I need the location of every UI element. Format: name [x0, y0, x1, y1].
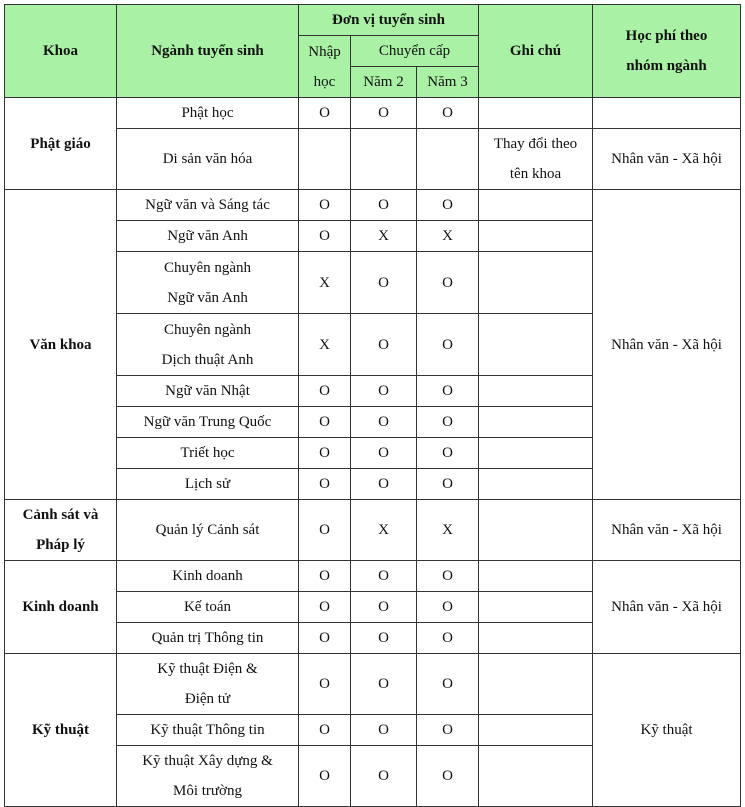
admissions-table	[4, 4, 741, 807]
nam3-cell: O	[417, 438, 479, 469]
nam3-cell: O	[417, 746, 479, 807]
ghi-chu-cell	[479, 623, 593, 654]
nam3-cell: O	[417, 592, 479, 623]
nam3-cell: O	[417, 715, 479, 746]
header-nhap-hoc-line2: học	[313, 73, 336, 90]
ghi-chu-cell	[479, 654, 593, 715]
nam2-cell: O	[351, 314, 417, 376]
nam2-cell: O	[351, 715, 417, 746]
khoa-line1: Cảnh sát và	[22, 507, 99, 523]
ghi-chu-cell	[479, 252, 593, 314]
nganh-line2: Điện tử	[184, 691, 231, 707]
nam2-cell: O	[351, 438, 417, 469]
nganh-cell: Kinh doanh	[117, 561, 299, 592]
nganh-cell: Lịch sử	[117, 469, 299, 500]
nganh-line1: Kỹ thuật Điện &	[157, 661, 258, 677]
nhap-cell: O	[299, 407, 351, 438]
nganh-cell: Kỹ thuật Thông tin	[117, 715, 299, 746]
nhap-cell	[299, 129, 351, 190]
nam3-cell: O	[417, 190, 479, 221]
table-row	[5, 98, 741, 129]
nam3-cell: O	[417, 98, 479, 129]
nganh-cell: Di sản văn hóa	[117, 129, 299, 190]
nganh-line2: Dịch thuật Anh	[161, 351, 254, 368]
nam2-cell: X	[351, 221, 417, 252]
khoa-cell: Kỹ thuật	[5, 654, 117, 807]
nam3-cell: O	[417, 314, 479, 376]
nhap-cell: O	[299, 438, 351, 469]
header-nganh: Ngành tuyển sinh	[117, 5, 299, 98]
nam2-cell: O	[351, 98, 417, 129]
ghi-chu-cell	[479, 376, 593, 407]
ghi-chu-cell	[479, 746, 593, 807]
nam2-cell: O	[351, 561, 417, 592]
nhap-cell: O	[299, 592, 351, 623]
header-khoa: Khoa	[5, 5, 117, 98]
khoa-cell: Văn khoa	[5, 190, 117, 500]
nam3-cell: O	[417, 376, 479, 407]
nhap-cell: X	[299, 314, 351, 376]
nganh-cell: Ngữ văn Nhật	[117, 376, 299, 407]
header-hoc-phi	[593, 5, 741, 98]
ghi-chu-cell	[479, 500, 593, 561]
nganh-cell: Triết học	[117, 438, 299, 469]
nam2-cell: O	[351, 623, 417, 654]
khoa-line2: Pháp lý	[36, 537, 85, 553]
nam3-cell: O	[417, 654, 479, 715]
ghi-chu-cell	[479, 561, 593, 592]
nhap-cell: O	[299, 98, 351, 129]
ghi-chu-cell	[479, 715, 593, 746]
nam2-cell: O	[351, 654, 417, 715]
header-hoc-phi-line2: nhóm ngành	[626, 58, 707, 74]
nhap-cell: O	[299, 715, 351, 746]
nganh-cell: Ngữ văn và Sáng tác	[117, 190, 299, 221]
nam3-cell: O	[417, 252, 479, 314]
header-nhap-hoc-line1: Nhập	[308, 43, 341, 60]
nhap-cell: O	[299, 469, 351, 500]
header-chuyen-cap: Chuyển cấp	[351, 36, 479, 67]
nganh-cell: Ngữ văn Trung Quốc	[117, 407, 299, 438]
ghi-chu-cell	[479, 314, 593, 376]
nganh-line2: Môi trường	[173, 783, 242, 799]
nganh-cell: Phật học	[117, 98, 299, 129]
ghi-chu-cell	[479, 469, 593, 500]
khoa-cell	[5, 500, 117, 561]
nam2-cell: O	[351, 592, 417, 623]
table-row	[5, 190, 741, 221]
nganh-line1: Kỹ thuật Xây dựng &	[142, 753, 273, 769]
hoc-phi-cell: Nhân văn - Xã hội	[593, 500, 741, 561]
nganh-line1: Chuyên ngành	[163, 321, 252, 338]
nganh-cell: Quản trị Thông tin	[117, 623, 299, 654]
nganh-cell: Kế toán	[117, 592, 299, 623]
nam2-cell: O	[351, 407, 417, 438]
nhap-cell: O	[299, 221, 351, 252]
nam2-cell	[351, 129, 417, 190]
nam3-cell: O	[417, 407, 479, 438]
nam2-cell: O	[351, 469, 417, 500]
nhap-cell: O	[299, 500, 351, 561]
nganh-line2: Ngữ văn Anh	[167, 289, 248, 306]
nganh-cell	[117, 746, 299, 807]
ghi-chu-cell	[479, 98, 593, 129]
nganh-cell	[117, 654, 299, 715]
header-don-vi: Đơn vị tuyển sinh	[299, 5, 479, 36]
nam3-cell: O	[417, 561, 479, 592]
header-nam2: Năm 2	[351, 67, 417, 98]
table-row	[5, 654, 741, 715]
table-row	[5, 561, 741, 592]
nam3-cell: X	[417, 500, 479, 561]
nam3-cell: X	[417, 221, 479, 252]
nganh-cell	[117, 314, 299, 376]
nam2-cell: X	[351, 500, 417, 561]
nam3-cell: O	[417, 469, 479, 500]
hoc-phi-cell	[593, 98, 741, 129]
nganh-cell: Quản lý Cảnh sát	[117, 500, 299, 561]
ghi-chu-cell	[479, 438, 593, 469]
nhap-cell: O	[299, 190, 351, 221]
hoc-phi-cell: Nhân văn - Xã hội	[593, 561, 741, 654]
ghi-chu-cell	[479, 592, 593, 623]
nam2-cell: O	[351, 376, 417, 407]
ghi-chu-cell	[479, 190, 593, 221]
nganh-cell	[117, 252, 299, 314]
nam2-cell: O	[351, 746, 417, 807]
khoa-cell: Kinh doanh	[5, 561, 117, 654]
nhap-cell: O	[299, 623, 351, 654]
ghi-chu-cell	[479, 407, 593, 438]
header-nam3: Năm 3	[417, 67, 479, 98]
khoa-cell: Phật giáo	[5, 98, 117, 190]
nhap-cell: O	[299, 746, 351, 807]
nam3-cell: O	[417, 623, 479, 654]
header-hoc-phi-line1: Học phí theo	[625, 28, 708, 44]
nganh-line1: Chuyên ngành	[163, 259, 252, 276]
ghi-chu-cell: Thay đổi theo tên khoa	[479, 129, 593, 190]
hoc-phi-cell: Kỹ thuật	[593, 654, 741, 807]
header-nhap-hoc	[299, 36, 351, 98]
nam2-cell: O	[351, 252, 417, 314]
nhap-cell: O	[299, 561, 351, 592]
nhap-cell: O	[299, 376, 351, 407]
hoc-phi-cell: Nhân văn - Xã hội	[593, 190, 741, 500]
ghi-chu-cell	[479, 221, 593, 252]
nam3-cell	[417, 129, 479, 190]
nhap-cell: X	[299, 252, 351, 314]
nganh-cell: Ngữ văn Anh	[117, 221, 299, 252]
nhap-cell: O	[299, 654, 351, 715]
nam2-cell: O	[351, 190, 417, 221]
table-row	[5, 500, 741, 561]
header-ghi-chu: Ghi chú	[479, 5, 593, 98]
hoc-phi-cell: Nhân văn - Xã hội	[593, 129, 741, 190]
